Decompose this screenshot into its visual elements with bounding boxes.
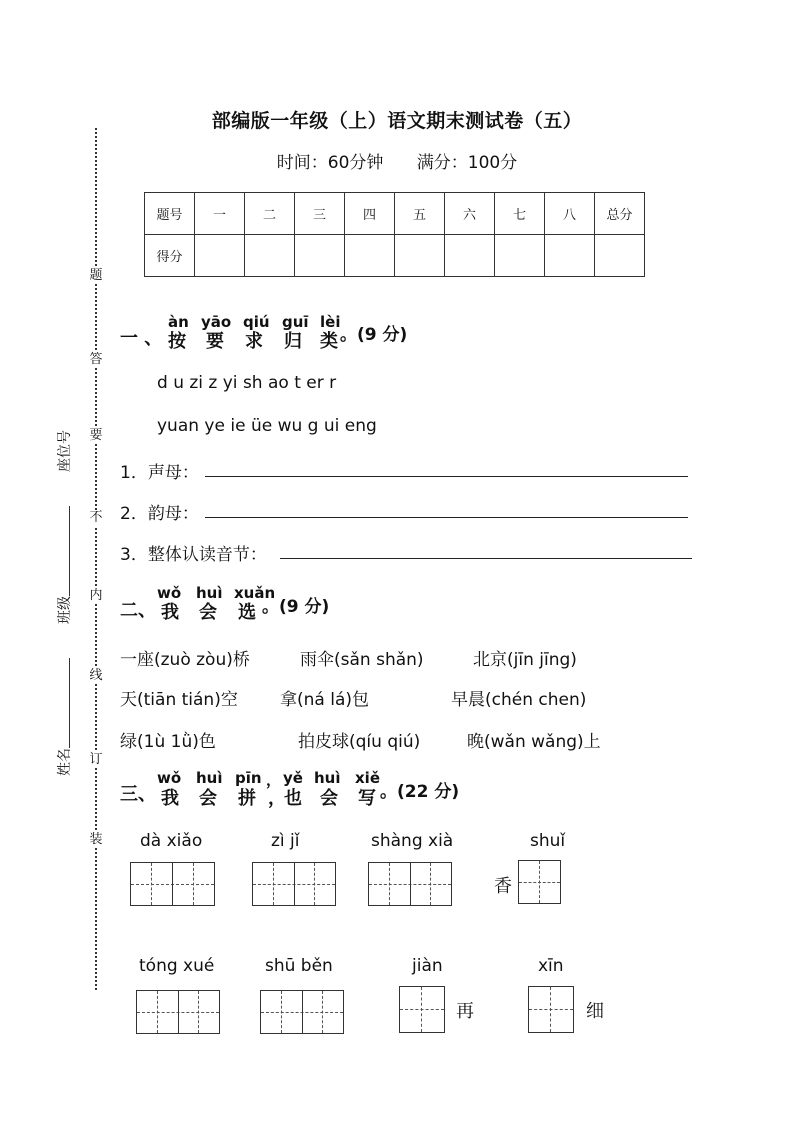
binding-char: 不	[89, 510, 103, 525]
grid-pinyin: shàng xià	[371, 831, 454, 851]
binding-char: 订	[89, 752, 103, 767]
table-cell: 五	[395, 193, 445, 235]
hanzi: 按	[168, 331, 186, 352]
pinyin: xuǎn	[234, 584, 276, 602]
question-label: 1．声母：	[120, 463, 199, 483]
class-blank-line	[69, 506, 70, 596]
answer-line[interactable]	[205, 517, 688, 518]
binding-char: 线	[89, 668, 103, 683]
name-blank-line	[69, 658, 70, 748]
exam-time: 时间：60分钟	[276, 153, 384, 173]
pinyin: huì	[196, 584, 223, 602]
grid-pinyin: dà xiǎo	[140, 831, 203, 851]
writing-grid[interactable]	[260, 990, 344, 1034]
score-input-cell[interactable]	[195, 235, 245, 277]
pinyin: wǒ	[157, 584, 182, 602]
exam-full-score: 满分：100分	[416, 153, 518, 173]
pinyin: àn	[168, 313, 189, 331]
section1-number: 一 、	[120, 328, 163, 349]
table-cell: 二	[245, 193, 295, 235]
writing-grid[interactable]	[368, 862, 452, 906]
pinyin: xiě	[355, 769, 380, 787]
table-cell: 四	[345, 193, 395, 235]
pinyin: wǒ	[157, 769, 182, 787]
section3-number: 三、	[120, 784, 156, 805]
choice-item[interactable]: 早晨(chén chen)	[451, 690, 587, 710]
hanzi: 会	[199, 788, 217, 809]
hanzi: 要	[206, 331, 224, 352]
section2-score: 。(9 分)	[262, 597, 330, 617]
hanzi: 写	[358, 788, 376, 809]
score-input-cell[interactable]	[395, 235, 445, 277]
table-cell: 七	[495, 193, 545, 235]
pinyin: yāo	[201, 313, 232, 331]
score-input-cell[interactable]	[445, 235, 495, 277]
hanzi: 求	[245, 331, 263, 352]
hanzi: 归	[284, 331, 302, 352]
pinyin: guī	[282, 313, 309, 331]
hanzi: 拼	[238, 788, 256, 809]
hanzi: 会	[199, 602, 217, 623]
section2-number: 二、	[120, 600, 156, 621]
choice-item[interactable]: 雨伞(sǎn shǎn)	[300, 650, 424, 670]
pinyin: pīn	[235, 769, 262, 787]
grid-pinyin: shuǐ	[530, 831, 566, 851]
pinyin-row: d u zi z yi sh ao t er r	[157, 373, 337, 393]
grid-pinyin: zì jǐ	[271, 831, 300, 851]
choice-item[interactable]: 天(tiān tián)空	[120, 690, 238, 710]
pinyin: lèi	[320, 313, 341, 331]
hanzi: 我	[161, 788, 179, 809]
table-cell: 一	[195, 193, 245, 235]
answer-line[interactable]	[205, 476, 688, 477]
binding-char: 内	[89, 588, 103, 603]
choice-item[interactable]: 北京(jīn jīng)	[473, 650, 577, 670]
question-label: 3．整体认读音节：	[120, 545, 267, 565]
table-cell: 题号	[145, 193, 195, 235]
section3-score: 。(22 分)	[380, 782, 460, 802]
choice-item[interactable]: 拍皮球(qíu qiú)	[298, 732, 421, 752]
table-cell: 总分	[595, 193, 645, 235]
given-character: 再	[456, 1001, 474, 1022]
hanzi: 会	[320, 788, 338, 809]
name-label: 姓名	[57, 748, 73, 776]
table-row	[145, 235, 645, 277]
pinyin: huì	[314, 769, 341, 787]
writing-grid[interactable]	[518, 860, 561, 904]
writing-grid[interactable]	[136, 990, 220, 1034]
pinyin: huì	[196, 769, 223, 787]
binding-char: 装	[89, 832, 103, 847]
score-table	[144, 192, 645, 277]
grid-pinyin: tóng xué	[139, 956, 215, 976]
hanzi: 类	[320, 331, 338, 352]
binding-char: 要	[89, 428, 103, 443]
seat-number-label: 座位号	[57, 430, 73, 472]
exam-info	[0, 148, 794, 173]
table-row	[145, 193, 645, 235]
grid-pinyin: xīn	[538, 956, 564, 976]
hanzi: 也	[284, 788, 302, 809]
given-character: 香	[494, 876, 512, 897]
hanzi: ，	[268, 788, 286, 809]
binding-char: 题	[89, 268, 103, 283]
score-input-cell[interactable]	[345, 235, 395, 277]
class-label: 班级	[57, 596, 73, 624]
given-character: 细	[586, 1001, 604, 1022]
binding-char: 答	[89, 352, 103, 367]
choice-item[interactable]: 绿(1ù 1ǜ)色	[120, 732, 216, 752]
table-cell: 八	[545, 193, 595, 235]
score-input-cell[interactable]	[245, 235, 295, 277]
pinyin: ，	[266, 771, 282, 789]
score-input-cell[interactable]	[545, 235, 595, 277]
grid-pinyin: shū běn	[265, 956, 333, 976]
choice-item[interactable]: 晚(wǎn wǎng)上	[467, 732, 601, 752]
pinyin: qiú	[243, 313, 270, 331]
choice-item[interactable]: 拿(ná lá)包	[280, 690, 370, 710]
score-input-cell[interactable]	[595, 235, 645, 277]
writing-grid[interactable]	[399, 986, 445, 1033]
binding-dotted-line	[95, 128, 97, 990]
grid-pinyin: jiàn	[412, 956, 443, 976]
pinyin-row: yuan ye ie üe wu g ui eng	[157, 416, 377, 436]
hanzi: 选	[238, 602, 256, 623]
page-title: 部编版一年级（上）语文期末测试卷（五）	[211, 110, 583, 132]
table-cell: 六	[445, 193, 495, 235]
hanzi: 我	[161, 602, 179, 623]
score-input-cell[interactable]	[495, 235, 545, 277]
answer-line[interactable]	[280, 558, 692, 559]
table-cell: 得分	[145, 235, 195, 277]
writing-grid[interactable]	[252, 862, 336, 906]
pinyin: yě	[283, 769, 303, 787]
table-cell: 三	[295, 193, 345, 235]
score-input-cell[interactable]	[295, 235, 345, 277]
question-label: 2．韵母：	[120, 504, 199, 524]
section1-score: 。(9 分)	[340, 325, 408, 345]
choice-item[interactable]: 一座(zuò zòu)桥	[120, 650, 250, 670]
writing-grid[interactable]	[528, 986, 574, 1033]
writing-grid[interactable]	[130, 862, 215, 906]
